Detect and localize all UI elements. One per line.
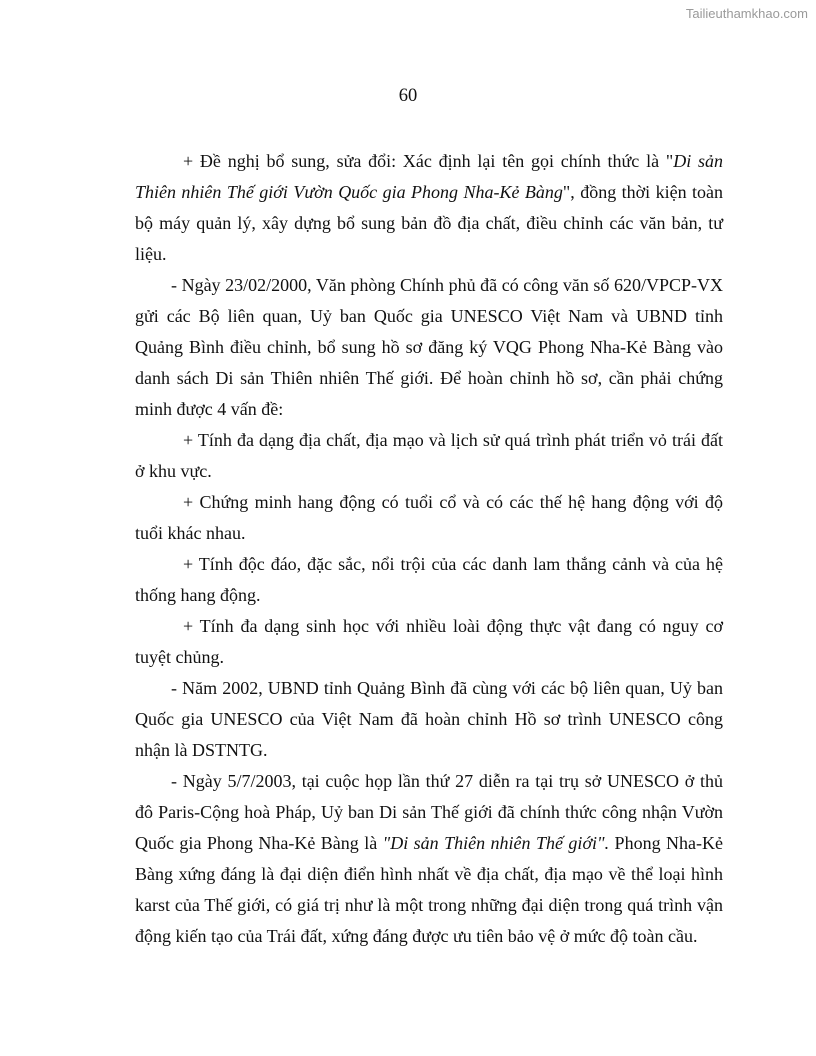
page-number: 60 xyxy=(398,86,418,106)
paragraph-text: + Đề nghị bổ sung, sửa đổi: Xác định lại tên gọi chính thức là " xyxy=(183,151,674,171)
paragraph-text: Phong Nha-Kẻ Bàng xứng đáng là đại diện điển hình nhất về địa chất, địa mạo về thể loại hình karst của Thế giới, có giá trị như là một trong những đại diện trong quá trình vận động kiến tạo của Trái đất, xứng đáng được ưu tiên bảo vệ ở mức độ toàn cầu. xyxy=(135,833,723,946)
paragraph-criterion-landscape: + Tính độc đáo, đặc sắc, nổi trội của các danh lam thắng cảnh và của hệ thống hang động. xyxy=(135,554,723,605)
heritage-title-italic: "Di sản Thiên nhiên Thế giới". xyxy=(382,833,610,853)
paragraph-text: ", đồng thời kiện toàn bộ máy quản lý, xây dựng bổ sung bản đồ địa chất, điều chỉnh các văn bản, tư liệu. xyxy=(135,182,723,264)
paragraph-text: - Ngày 5/7/2003, tại cuộc họp lần thứ 27 diễn ra tại trụ sở UNESCO ở thủ đô Paris-Cộng hoà Pháp, Uỷ ban Di sản Thế giới đã chính thức công nhận Vườn Quốc gia Phong Nha-Kẻ Bàng là xyxy=(135,771,723,853)
paragraph-criterion-biodiversity: + Tính đa dạng sinh học với nhiều loài động thực vật đang có nguy cơ tuyệt chủng. xyxy=(135,616,723,667)
paragraph-criterion-caves: + Chứng minh hang động có tuổi cổ và có các thế hệ hang động với độ tuổi khác nhau. xyxy=(135,492,723,543)
paragraph-2003-recognition xyxy=(135,766,723,952)
heritage-title-italic: Di sản Thiên nhiên Thế giới Vườn Quốc gia Phong Nha-Kẻ Bàng xyxy=(135,151,723,202)
watermark: Tailieuthamkhao.com xyxy=(685,6,808,21)
paragraph-criterion-geology: + Tính đa dạng địa chất, địa mạo và lịch sử quá trình phát triển vỏ trái đất ở khu vực. xyxy=(135,430,723,481)
paragraph-government-letter: - Ngày 23/02/2000, Văn phòng Chính phủ đã có công văn số 620/VPCP-VX gửi các Bộ liên quan, Uỷ ban Quốc gia UNESCO Việt Nam và UBND tỉnh Quảng Bình điều chỉnh, bổ sung hồ sơ đăng ký VQG Phong Nha-Kẻ Bàng vào danh sách Di sản Thiên nhiên Thế giới. Để hoàn chỉnh hồ sơ, cần phải chứng minh được 4 vấn đề: xyxy=(135,275,723,419)
document-body xyxy=(135,146,723,952)
paragraph-proposal xyxy=(135,146,723,270)
paragraph-2002-dossier: - Năm 2002, UBND tỉnh Quảng Bình đã cùng với các bộ liên quan, Uỷ ban Quốc gia UNESCO của Việt Nam đã hoàn chỉnh Hồ sơ trình UNESCO công nhận là DSTNTG. xyxy=(135,678,723,760)
